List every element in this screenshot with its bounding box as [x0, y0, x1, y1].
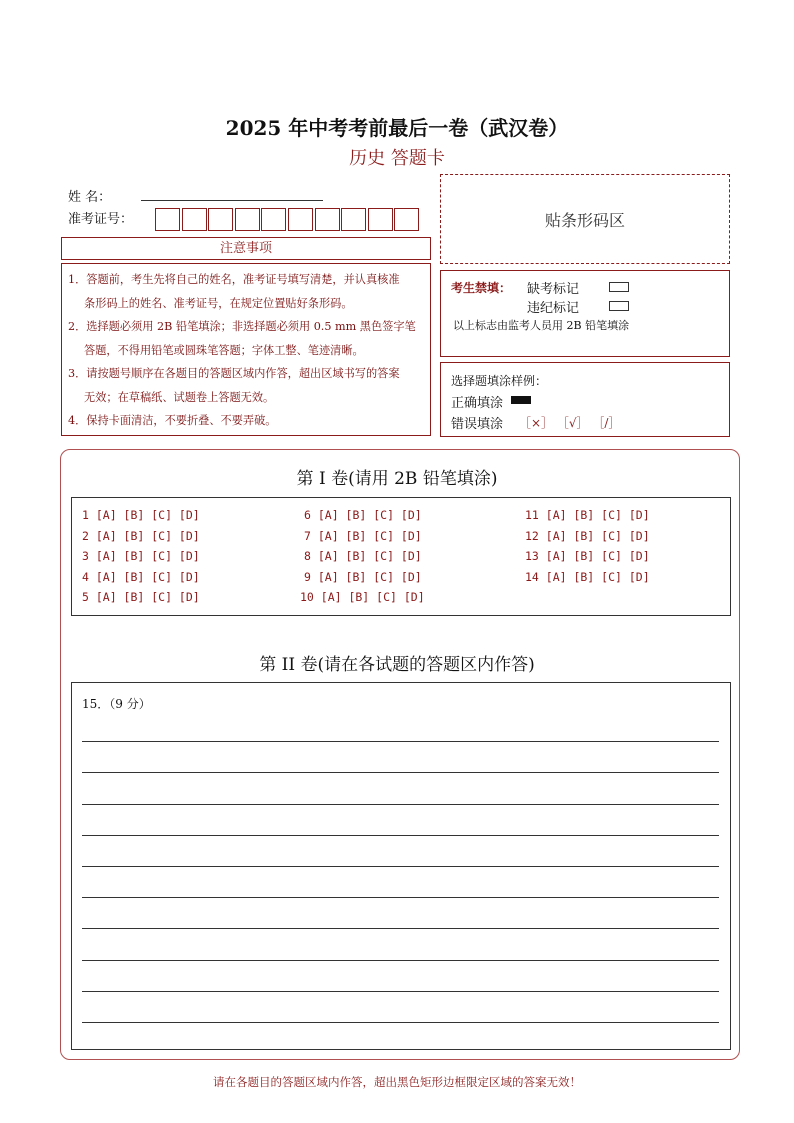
choice-question-2[interactable]: 2 [A] [B] [C] [D]	[82, 529, 200, 543]
choice-question-3[interactable]: 3 [A] [B] [C] [D]	[82, 549, 200, 563]
notice-item: 1．答题前，考生先将自己的姓名，准考证号填写清楚，并认真核准	[68, 273, 400, 286]
violation-label: 违纪标记	[527, 301, 580, 316]
choice-question-1[interactable]: 1 [A] [B] [C] [D]	[82, 508, 200, 522]
examinee-only-panel	[440, 270, 730, 357]
id-digit-box[interactable]	[261, 208, 286, 231]
correct-fill-sample	[511, 396, 531, 404]
choice-question-11[interactable]: 11 [A] [B] [C] [D]	[525, 508, 650, 522]
id-digit-box[interactable]	[155, 208, 180, 231]
answer-line[interactable]	[82, 991, 719, 992]
answer-line[interactable]	[82, 897, 719, 898]
notice-item: 无效；在草稿纸、试题卷上答题无效。	[84, 390, 275, 404]
answer-line[interactable]	[82, 1022, 719, 1023]
wrong-fill-samples: ［×］ ［√］ ［/］	[519, 416, 621, 430]
id-digit-box[interactable]	[394, 208, 419, 231]
choice-question-13[interactable]: 13 [A] [B] [C] [D]	[525, 549, 650, 563]
written-answer-box[interactable]	[71, 682, 731, 1050]
exam-id-boxes[interactable]	[155, 208, 421, 231]
part2-title: 第 II 卷(请在各试题的答题区内作答)	[259, 655, 535, 675]
notice-item: 4．保持卡面清洁，不要折叠、不要弄破。	[68, 414, 277, 427]
choice-question-12[interactable]: 12 [A] [B] [C] [D]	[525, 529, 650, 543]
answer-line[interactable]	[82, 928, 719, 929]
choice-question-8[interactable]: 8 [A] [B] [C] [D]	[304, 549, 422, 563]
choice-question-5[interactable]: 5 [A] [B] [C] [D]	[82, 590, 200, 604]
answer-line[interactable]	[82, 804, 719, 805]
id-digit-box[interactable]	[368, 208, 393, 231]
barcode-label: 贴条形码区	[544, 210, 625, 230]
choice-question-9[interactable]: 9 [A] [B] [C] [D]	[304, 570, 422, 584]
exam-id-label: 准考证号：	[68, 212, 134, 227]
notice-item: 3．请按题号顺序在各题目的答题区域内作答，超出区域书写的答案	[68, 367, 400, 380]
page-subtitle: 历史 答题卡	[349, 148, 445, 169]
answer-line[interactable]	[82, 866, 719, 867]
choice-question-4[interactable]: 4 [A] [B] [C] [D]	[82, 570, 200, 584]
fill-sample-panel	[440, 362, 730, 437]
violation-mark-box[interactable]	[609, 301, 629, 311]
id-digit-box[interactable]	[235, 208, 260, 231]
part1-title: 第 I 卷(请用 2B 铅笔填涂)	[296, 469, 498, 489]
name-field[interactable]	[141, 200, 323, 201]
notice-item: 条形码上的姓名、准考证号，在规定位置贴好条形码。	[84, 296, 353, 310]
footer-warning: 请在各题目的答题区域内作答，超出黑色矩形边框限定区域的答案无效！	[213, 1075, 581, 1089]
wrong-fill-label: 错误填涂	[451, 417, 504, 432]
id-digit-box[interactable]	[315, 208, 340, 231]
choice-question-6[interactable]: 6 [A] [B] [C] [D]	[304, 508, 422, 522]
id-digit-box[interactable]	[182, 208, 207, 231]
page-title: 2025 年中考考前最后一卷（武汉卷）	[225, 116, 569, 140]
choice-question-14[interactable]: 14 [A] [B] [C] [D]	[525, 570, 650, 584]
absent-mark-box[interactable]	[609, 282, 629, 292]
id-digit-box[interactable]	[341, 208, 366, 231]
correct-fill-label: 正确填涂	[451, 396, 504, 411]
fill-sample-label: 选择题填涂样例：	[451, 374, 548, 388]
notice-heading: 注意事项	[61, 237, 431, 260]
barcode-area	[440, 174, 730, 264]
examinee-note: 以上标志由监考人员用 2B 铅笔填涂	[453, 319, 630, 332]
absent-label: 缺考标记	[527, 282, 580, 297]
choice-answer-box	[71, 497, 731, 616]
name-label: 姓 名：	[68, 190, 112, 205]
notice-item: 答题，不得用铅笔或圆珠笔答题；字体工整、笔迹清晰。	[84, 343, 364, 357]
examinee-label: 考生禁填：	[451, 281, 512, 295]
id-digit-box[interactable]	[288, 208, 313, 231]
notice-item: 2．选择题必须用 2B 铅笔填涂；非选择题必须用 0.5 mm 黑色签字笔	[68, 320, 416, 333]
question-15-label: 15．（9 分）	[82, 697, 151, 711]
choice-question-7[interactable]: 7 [A] [B] [C] [D]	[304, 529, 422, 543]
answer-line[interactable]	[82, 835, 719, 836]
answer-line[interactable]	[82, 960, 719, 961]
answer-line[interactable]	[82, 741, 719, 742]
id-digit-box[interactable]	[208, 208, 233, 231]
answer-line[interactable]	[82, 772, 719, 773]
notice-panel	[61, 263, 431, 436]
choice-question-10[interactable]: 10 [A] [B] [C] [D]	[300, 590, 425, 604]
